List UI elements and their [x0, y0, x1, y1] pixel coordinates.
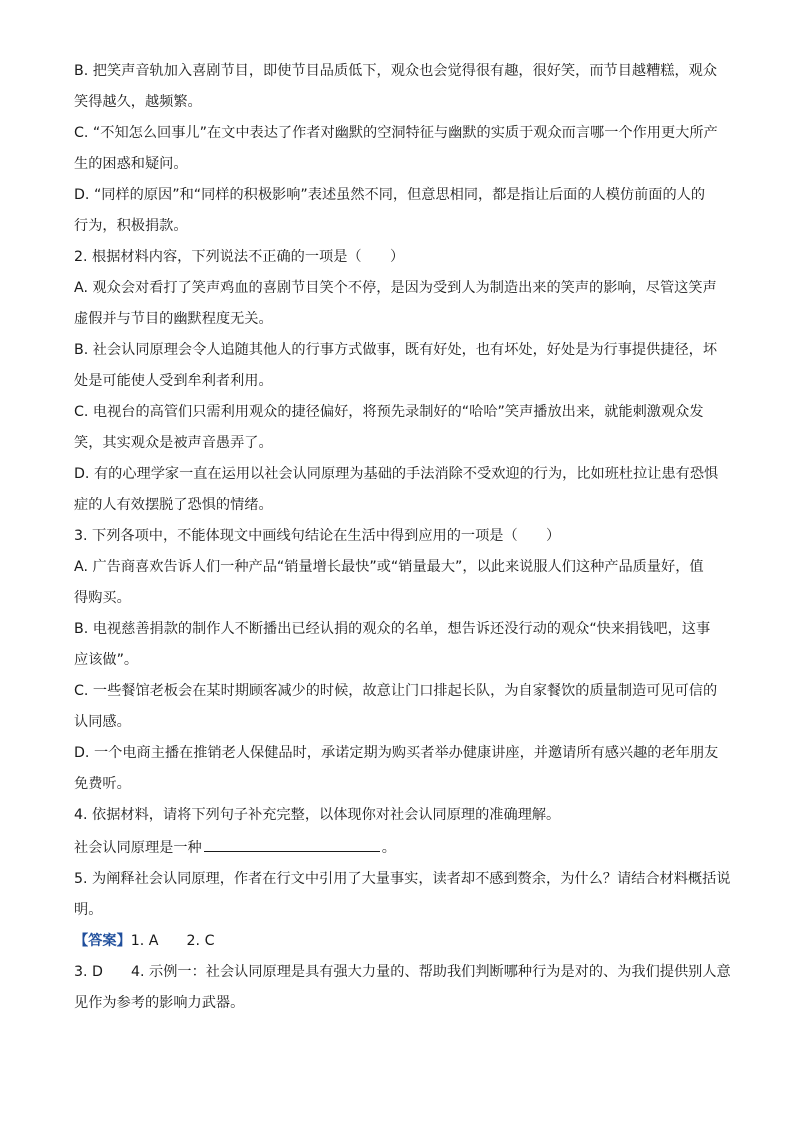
- q2-option-b-line1: B. 社会认同原理会令人追随其他人的行事方式做事，既有好处，也有坏处，好处是为行事提供捷径，坏: [74, 342, 718, 358]
- q1-option-d-line2: 行为，积极捐款。: [74, 218, 188, 234]
- q3-option-a-line1: A. 广告商喜欢告诉人们一种产品“销量增长最快”或“销量最大”，以此来说服人们这种产品质量好，值: [74, 559, 704, 575]
- q3-option-d-line1: D. 一个电商主播在推销老人保健品时，承诺定期为购买者举办健康讲座，并邀请所有感兴趣的老年朋友: [74, 745, 719, 761]
- q1-option-b-line1: B. 把笑声音轨加入喜剧节目，即使节目品质低下，观众也会觉得很有趣，很好笑，而节目越糟糕，观众: [74, 63, 718, 79]
- answer-tag: 【答案】: [74, 933, 131, 949]
- answer-line-1: [74, 931, 724, 951]
- q3-option-c-line1: C. 一些餐馆老板会在某时期顾客减少的时候，故意让门口排起长队，为自家餐饮的质量制造可见可信的: [74, 683, 718, 699]
- q3-option-a-line2: 得购买。: [74, 590, 131, 606]
- q3-option-d-line2: 免费听。: [74, 776, 131, 792]
- q2-option-d-line1: D. 有的心理学家一直在运用以社会认同原理为基础的手法消除不受欢迎的行为，比如班杜拉让患有恐惧: [74, 466, 719, 482]
- q1-option-b-line2: 笑得越久，越频繁。: [74, 94, 202, 110]
- answer-2: 2. C: [186, 933, 215, 949]
- fill-suffix: 。: [381, 840, 396, 856]
- q1-option-c-line1: C. “不知怎么回事儿”在文中表达了作者对幽默的空洞特征与幽默的实质于观众而言哪一个作用更大所产: [74, 125, 718, 141]
- question-4-fill-line: [74, 836, 724, 858]
- answer-line-3: 见作为参考的影响力武器。: [74, 995, 245, 1011]
- q2-option-a-line2: 虚假并与节目的幽默程度无关。: [74, 311, 273, 327]
- q3-option-b-line1: B. 电视慈善捐款的制作人不断播出已经认捐的观众的名单，想告诉还没行动的观众“快来捐钱吧，这事: [74, 621, 711, 637]
- q3-option-b-line2: 应该做”。: [74, 652, 139, 668]
- question-5-stem-line1: 5. 为阐释社会认同原理，作者在行文中引用了大量事实，读者却不感到赘余，为什么？请结合材料概括说: [74, 871, 731, 887]
- answer-line-2: [74, 962, 731, 982]
- q3-option-c-line2: 认同感。: [74, 714, 131, 730]
- question-4-stem: 4. 依据材料，请将下列句子补充完整，以体现你对社会认同原理的准确理解。: [74, 807, 561, 823]
- answer-1: 1. A: [130, 933, 159, 949]
- fill-prefix: 社会认同原理是一种: [74, 840, 202, 856]
- answer-4: 4. 示例一：社会认同原理是具有强大力量的、帮助我们判断哪种行为是对的、为我们提供别人意: [130, 964, 731, 980]
- document-page: [74, 61, 731, 1013]
- answer-3: 3. D: [74, 964, 103, 980]
- question-2-stem: 2. 根据材料内容，下列说法不正确的一项是（ ）: [74, 249, 405, 265]
- q2-option-c-line2: 笑，其实观众是被声音愚弄了。: [74, 435, 273, 451]
- question-5-stem-line2: 明。: [74, 902, 103, 918]
- question-3-stem: 3. 下列各项中，不能体现文中画线句结论在生活中得到应用的一项是（ ）: [74, 528, 561, 544]
- q2-option-d-line2: 症的人有效摆脱了恐惧的情绪。: [74, 497, 273, 513]
- q2-option-b-line2: 处是可能使人受到牟利者利用。: [74, 373, 273, 389]
- q2-option-a-line1: A. 观众会对看打了笑声鸡血的喜剧节目笑个不停，是因为受到人为制造出来的笑声的影响，尽管这笑声: [74, 280, 717, 296]
- q1-option-d-line1: D. “同样的原因”和“同样的积极影响”表述虽然不同，但意思相同，都是指让后面的人模仿前面的人的: [74, 187, 706, 203]
- q2-option-c-line1: C. 电视台的高管们只需利用观众的捷径偏好，将预先录制好的“哈哈”笑声播放出来，就能刺激观众发: [74, 404, 704, 420]
- q1-option-c-line2: 生的困惑和疑问。: [74, 156, 188, 172]
- answer-blank: [204, 836, 380, 852]
